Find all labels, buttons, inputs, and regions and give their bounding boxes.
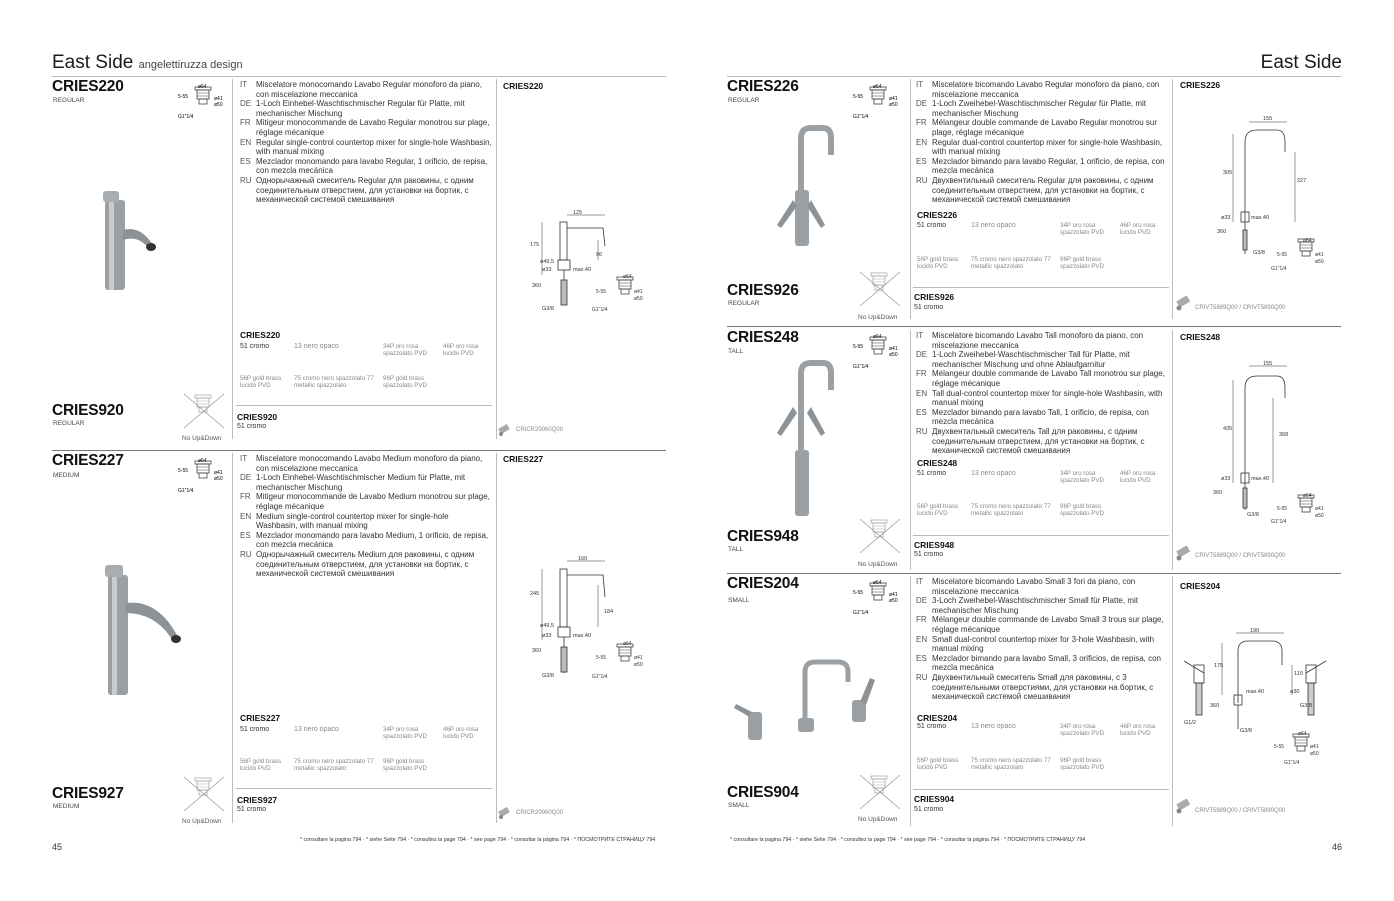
page-number-right: 46 xyxy=(1331,842,1342,852)
no-updown-label: No Up&Down xyxy=(858,314,898,321)
svg-text:G1"1/4: G1"1/4 xyxy=(592,674,608,680)
drawing-code: CRIES227 xyxy=(503,454,544,464)
finish-chrome: 51 cromo xyxy=(917,470,947,477)
svg-text:5-55: 5-55 xyxy=(853,344,864,350)
svg-text:155: 155 xyxy=(1263,361,1273,367)
alt-finish-code: CRIES948 xyxy=(914,540,955,550)
svg-text:ø41: ø41 xyxy=(634,289,643,295)
finish-gold-brass-brushed: 96P gold brass spazzolato PVD xyxy=(1060,256,1105,270)
svg-text:G3/8: G3/8 xyxy=(542,306,554,312)
description-list xyxy=(916,577,1168,702)
svg-text:5-55: 5-55 xyxy=(1277,506,1288,512)
svg-text:G3/8: G3/8 xyxy=(1253,250,1265,256)
finish-black-chrome: 75 cromo nero spazzolato 77 metallic spazzolato xyxy=(971,757,1051,771)
column-divider xyxy=(232,453,233,823)
desc-row-en: EN Tall dual-control countertop mixer for single-hole Washbasin, with manual mixing xyxy=(916,388,1163,408)
svg-text:ø41: ø41 xyxy=(1315,252,1324,258)
finish-rule xyxy=(913,287,1169,288)
finish-black-chrome: 75 cromo nero spazzolato 77 metallic spazzolato xyxy=(971,256,1051,270)
svg-text:190: 190 xyxy=(1250,628,1260,634)
svg-text:5-55: 5-55 xyxy=(1277,252,1288,258)
alt-finish-chrome: 51 cromo xyxy=(914,551,944,558)
finish-rose-gold-polished: 46P oro rosa lucido PVD xyxy=(1120,723,1156,737)
desc-row-en: EN Regular dual-control countertop mixer for single-hole Washbasin, with manual mixing xyxy=(916,137,1163,157)
finish-black-chrome: 75 cromo nero spazzolato 77 metallic spazzolato xyxy=(294,758,374,772)
finish-code: CRIES248 xyxy=(917,458,958,468)
desc-row-it: IT Miscelatore bicomando Lavabo Tall monoforo da piano, con miscelazione meccanica xyxy=(916,331,1144,350)
alt-product-code: CRIES926 xyxy=(727,282,799,299)
column-divider xyxy=(910,330,911,570)
svg-text:G1"1/4: G1"1/4 xyxy=(1271,519,1287,523)
svg-text:G1"1/4: G1"1/4 xyxy=(1271,266,1287,272)
no-updown-label: No Up&Down xyxy=(182,435,222,442)
faucet-image-3hole xyxy=(730,650,900,750)
svg-text:ø33: ø33 xyxy=(542,633,552,639)
column-divider xyxy=(910,576,911,826)
alt-finish-chrome: 51 cromo xyxy=(914,304,944,311)
left-page-title: East Side xyxy=(52,52,134,73)
no-updown-crossed-icon xyxy=(856,773,904,815)
finish-rose-gold-polished: 46P oro rosa lucido PVD xyxy=(443,726,479,740)
finish-chrome: 51 cromo xyxy=(240,726,270,733)
alt-product-subtitle: REGULAR xyxy=(53,420,85,427)
product-subtitle: MEDIUM xyxy=(53,472,80,479)
svg-text:ø41: ø41 xyxy=(1310,744,1319,750)
svg-text:ø64: ø64 xyxy=(873,580,882,586)
header-rule-left xyxy=(52,76,666,77)
desc-row-it: IT Miscelatore bicomando Lavabo Regular monoforo da piano, con miscelazione meccanica xyxy=(916,80,1160,99)
section-divider xyxy=(52,450,666,451)
svg-text:ø41: ø41 xyxy=(889,96,898,102)
finish-code: CRIES204 xyxy=(917,713,958,723)
desc-row-es: ES Mezclador bimando para lavabo Regular, 1 orificio, de repisa, con mezcla mecánica xyxy=(916,156,1165,176)
svg-text:ø64: ø64 xyxy=(623,274,632,280)
finish-black-chrome: 75 cromo nero spazzolato 77 metallic spazzolato xyxy=(294,375,374,389)
technical-drawing xyxy=(528,555,658,685)
finish-code: CRIES226 xyxy=(917,210,958,220)
finish-rose-gold-brushed: 34P oro rosa spazzolato PVD xyxy=(383,343,428,357)
right-page-title: East Side xyxy=(1260,52,1342,73)
drain-symbol-icon xyxy=(178,458,228,498)
alt-finish-chrome: 51 cromo xyxy=(237,806,267,813)
part-code: CRIVT5889Q00 / CRIVT5890Q00 xyxy=(1195,305,1286,311)
svg-text:5-55: 5-55 xyxy=(178,468,189,474)
alt-product-code: CRIES920 xyxy=(52,402,124,419)
desc-row-fr: FR Mitigeur monocommande de Lavabo Medium monotrou sur plage, réglage mécanique xyxy=(240,492,490,511)
drawing-code: CRIES220 xyxy=(503,81,544,91)
desc-row-de: DE 1-Loch Einhebel-Waschtischmischer Medium für Platte, mit mechanischer Mischung xyxy=(240,473,466,492)
svg-text:G1"1/4: G1"1/4 xyxy=(853,364,869,370)
product-code: CRIES226 xyxy=(727,78,799,95)
svg-text:ø50: ø50 xyxy=(634,296,643,302)
svg-text:ø64: ø64 xyxy=(1303,238,1312,244)
product-subtitle: SMALL xyxy=(728,597,750,604)
description-list xyxy=(916,80,1168,205)
alt-finish-code: CRIES927 xyxy=(237,795,278,805)
svg-text:G1/2: G1/2 xyxy=(1184,720,1196,726)
svg-text:ø50: ø50 xyxy=(1315,513,1324,519)
no-updown-label: No Up&Down xyxy=(182,818,222,825)
drain-symbol-icon xyxy=(178,84,228,124)
product-code: CRIES227 xyxy=(52,452,124,469)
desc-row-es: ES Mezclador monomando para lavabo Medium, 1 orificio, de repisa, con mezcla mecánica xyxy=(240,530,489,550)
drawing-code: CRIES226 xyxy=(1180,80,1221,90)
product-code: CRIES204 xyxy=(727,575,799,592)
finish-rose-gold-brushed: 34P oro rosa spazzolato PVD xyxy=(1060,723,1105,737)
faucet-image-dual-regular xyxy=(765,120,845,250)
description-list xyxy=(240,80,495,205)
no-updown-crossed-icon xyxy=(180,775,228,817)
finish-rose-gold-brushed: 34P oro rosa spazzolato PVD xyxy=(383,726,428,740)
alt-product-code: CRIES927 xyxy=(52,785,124,802)
svg-text:175: 175 xyxy=(530,242,540,248)
alt-finish-code: CRIES920 xyxy=(237,412,278,422)
finish-gold-brass-polished: 56P gold brass lucido PVD xyxy=(240,758,282,772)
svg-text:max.40: max.40 xyxy=(1246,689,1265,695)
no-updown-crossed-icon xyxy=(856,270,904,312)
svg-text:ø33: ø33 xyxy=(1221,215,1231,221)
product-code: CRIES248 xyxy=(727,329,799,346)
svg-text:5-55: 5-55 xyxy=(1274,744,1285,750)
desc-row-it: IT Miscelatore monocomando Lavabo Medium monoforo da piano, con miscelazione meccanica xyxy=(240,454,483,473)
finish-matt-black: 13 nero opaco xyxy=(971,222,1016,229)
technical-drawing xyxy=(528,210,658,320)
svg-text:ø41: ø41 xyxy=(889,346,898,352)
part-code: CRIVT5889Q00 / CRIVT5890Q00 xyxy=(1195,553,1286,559)
svg-text:ø41: ø41 xyxy=(1315,506,1324,512)
finish-matt-black: 13 nero opaco xyxy=(294,726,339,733)
column-divider xyxy=(1172,79,1173,319)
desc-row-fr: FR Mélangeur double commande de Lavabo Small 3 trous sur plage, réglage mécanique xyxy=(916,615,1164,634)
svg-text:5-55: 5-55 xyxy=(853,590,864,596)
svg-text:ø49,5: ø49,5 xyxy=(540,623,555,629)
svg-text:ø64: ø64 xyxy=(198,84,207,90)
svg-text:110: 110 xyxy=(1294,671,1303,677)
finish-rose-gold-brushed: 34P oro rosa spazzolato PVD xyxy=(1060,222,1105,236)
svg-text:max.40: max.40 xyxy=(573,633,592,639)
no-updown-label: No Up&Down xyxy=(858,816,898,823)
technical-drawing xyxy=(1180,625,1335,770)
desc-row-ru: RU Двухвентильный смеситель Regular для раковины, с одним соединительным отверстием, для установки на бортик, с механической системой смешивания xyxy=(916,175,1154,205)
finish-gold-brass-polished: 56P gold brass lucido PVD xyxy=(240,375,282,389)
svg-text:ø50: ø50 xyxy=(1315,259,1324,265)
alt-product-code: CRIES948 xyxy=(727,528,799,545)
svg-text:ø50: ø50 xyxy=(214,476,223,482)
part-code: CRICR20060Q00 xyxy=(516,427,564,433)
finish-gold-brass-brushed: 96P gold brass spazzolato PVD xyxy=(383,758,428,772)
svg-text:ø50: ø50 xyxy=(889,352,898,358)
svg-text:ø41: ø41 xyxy=(889,592,898,598)
alt-product-subtitle: TALL xyxy=(728,546,744,553)
svg-text:96: 96 xyxy=(596,252,603,258)
svg-text:ø50: ø50 xyxy=(889,598,898,604)
desc-row-fr: FR Mélangeur double commande de Lavabo Regular monotrou sur plage, réglage mécanique xyxy=(916,118,1158,137)
column-divider xyxy=(1172,330,1173,570)
finish-matt-black: 13 nero opaco xyxy=(971,723,1016,730)
column-divider xyxy=(1172,576,1173,826)
alt-product-code: CRIES904 xyxy=(727,784,799,801)
svg-text:max.40: max.40 xyxy=(573,267,592,273)
product-subtitle: TALL xyxy=(728,348,744,355)
desc-row-de: DE 1-Loch Zweihebel-Waschtischmischer Tall für Platte, mit mechanischer Mischung und ohne Ablaufgarnitur xyxy=(916,350,1130,369)
desc-row-de: DE 3-Loch Zweihebel-Waschtischmischer Small für Platte, mit mechanischer Mischung xyxy=(916,596,1138,615)
desc-row-es: ES Mezclador monomando para lavabo Regular, 1 orificio, de repisa, con mezcla mecánica xyxy=(240,156,488,176)
drain-symbol-icon xyxy=(853,580,903,620)
product-subtitle: REGULAR xyxy=(53,97,85,104)
finish-gold-brass-brushed: 96P gold brass spazzolato PVD xyxy=(1060,757,1105,771)
technical-drawing xyxy=(1205,358,1335,523)
svg-text:ø30: ø30 xyxy=(1290,689,1300,695)
desc-row-de: DE 1-Loch Zweihebel-Waschtischmischer Regular für Platte, mit mechanischer Mischung xyxy=(916,99,1147,118)
svg-text:184: 184 xyxy=(604,609,614,615)
finish-rule xyxy=(913,535,1169,536)
finish-rose-gold-polished: 46P oro rosa lucido PVD xyxy=(1120,470,1156,484)
svg-text:G1"1/4: G1"1/4 xyxy=(1284,760,1300,766)
svg-text:360: 360 xyxy=(532,283,542,289)
desc-row-en: EN Medium single-control countertop mixer for single-hole Washbasin, with manual mixing xyxy=(240,511,449,531)
alt-product-subtitle: REGULAR xyxy=(728,300,760,307)
alt-finish-code: CRIES904 xyxy=(914,794,955,804)
desc-row-es: ES Mezclador bimando para lavabo Tall, 1 orificio, de repisa, con mezcla mecánica xyxy=(916,407,1149,427)
drawing-code: CRIES248 xyxy=(1180,332,1221,342)
technical-drawing xyxy=(1205,112,1335,272)
part-code: CRIVT5889Q00 / CRIVT5890Q00 xyxy=(1195,808,1286,814)
svg-text:5-55: 5-55 xyxy=(596,289,607,295)
faucet-image-medium xyxy=(98,555,183,700)
no-updown-label: No Up&Down xyxy=(858,561,898,568)
svg-text:5-55: 5-55 xyxy=(853,94,864,100)
alt-finish-chrome: 51 cromo xyxy=(237,423,267,430)
svg-text:155: 155 xyxy=(1263,116,1273,122)
svg-text:max.40: max.40 xyxy=(1251,476,1270,482)
description-list xyxy=(240,454,492,579)
faucet-image-dual-tall xyxy=(765,355,845,520)
column-divider xyxy=(496,79,497,439)
column-divider xyxy=(232,79,233,439)
svg-text:G3/8: G3/8 xyxy=(542,673,554,679)
drain-symbol-icon xyxy=(853,84,903,124)
cartridge-icon xyxy=(497,424,513,438)
alt-product-subtitle: MEDIUM xyxy=(53,803,80,810)
svg-text:360: 360 xyxy=(1210,703,1220,709)
svg-text:5-55: 5-55 xyxy=(178,94,189,100)
desc-row-en: EN Small dual-control countertop mixer for 3-hole Washbasin, with manual mixing xyxy=(916,634,1155,654)
svg-text:ø41: ø41 xyxy=(214,96,223,102)
finish-code: CRIES227 xyxy=(240,713,281,723)
desc-row-es: ES Mezclador bimando para lavabo Small, 3 orificios, de repisa, con mezcla mecánica xyxy=(916,653,1162,673)
column-divider xyxy=(910,79,911,319)
finish-matt-black: 13 nero opaco xyxy=(971,470,1016,477)
desc-row-it: IT Miscelatore bicomando Lavabo Small 3 fori da piano, con miscelazione meccanica xyxy=(916,577,1136,596)
finish-black-chrome: 75 cromo nero spazzolato 77 metallic spazzolato xyxy=(971,503,1051,517)
svg-text:ø64: ø64 xyxy=(623,641,632,647)
svg-text:435: 435 xyxy=(1223,426,1233,432)
svg-text:245: 245 xyxy=(530,591,540,597)
svg-text:360: 360 xyxy=(532,648,542,654)
desc-row-fr: FR Mélangeur double commande de Lavabo Tall monotrou sur plage, réglage mécanique xyxy=(916,369,1165,388)
svg-text:305: 305 xyxy=(1223,170,1233,176)
finish-chrome: 51 cromo xyxy=(240,343,270,350)
left-header xyxy=(52,52,243,74)
svg-text:ø64: ø64 xyxy=(1303,493,1312,499)
alt-finish-code: CRIES926 xyxy=(914,292,955,302)
svg-text:ø50: ø50 xyxy=(634,662,643,668)
product-code: CRIES220 xyxy=(52,78,124,95)
description-list xyxy=(916,331,1168,456)
alt-product-subtitle: SMALL xyxy=(728,802,750,809)
svg-text:227: 227 xyxy=(1297,178,1307,184)
svg-text:ø64: ø64 xyxy=(1298,731,1307,737)
svg-text:ø41: ø41 xyxy=(634,655,643,661)
svg-text:ø50: ø50 xyxy=(214,102,223,108)
svg-text:G1"1/4: G1"1/4 xyxy=(178,114,194,120)
svg-text:G1"1/4: G1"1/4 xyxy=(853,114,869,120)
svg-text:ø64: ø64 xyxy=(873,334,882,340)
finish-code: CRIES220 xyxy=(240,330,281,340)
svg-text:G1"1/4: G1"1/4 xyxy=(853,610,869,616)
finish-gold-brass-brushed: 96P gold brass spazzolato PVD xyxy=(1060,503,1105,517)
finish-rose-gold-polished: 46P oro rosa lucido PVD xyxy=(1120,222,1156,236)
section-divider xyxy=(727,326,1341,327)
svg-text:max.40: max.40 xyxy=(1251,215,1270,221)
svg-text:ø41: ø41 xyxy=(214,470,223,476)
desc-row-en: EN Regular single-control countertop mixer for single-hole Washbasin, with manual mixing xyxy=(240,137,492,157)
alt-finish-chrome: 51 cromo xyxy=(914,806,944,813)
desc-row-ru: RU Двухвентильный смеситель Small для раковины, с 3 соединительными отверстиями, для установки на бортик, с механической системой смешивания xyxy=(916,672,1154,702)
finish-rule xyxy=(236,405,492,406)
svg-text:360: 360 xyxy=(1213,490,1223,496)
svg-text:368: 368 xyxy=(1279,432,1289,438)
drawing-code: CRIES204 xyxy=(1180,581,1221,591)
desc-row-ru: RU Однорычажный смеситель Medium для раковины, с одним соединительным отверстием, для установки на бортик, с механической системой смешивания xyxy=(240,549,475,579)
svg-text:ø49,5: ø49,5 xyxy=(540,259,555,265)
svg-text:ø64: ø64 xyxy=(198,458,207,464)
svg-text:G3/8: G3/8 xyxy=(1247,512,1259,518)
finish-rule xyxy=(236,788,492,789)
section-divider xyxy=(727,573,1341,574)
svg-text:ø50: ø50 xyxy=(1310,751,1319,757)
cartridge-icon xyxy=(1174,296,1192,312)
designer-name: angelettiruzza design xyxy=(138,59,243,71)
header-rule-right xyxy=(727,76,1341,77)
finish-rose-gold-polished: 46P oro rosa lucido PVD xyxy=(443,343,479,357)
drain-symbol-icon xyxy=(853,334,903,374)
svg-text:160: 160 xyxy=(578,556,588,562)
svg-text:G1"1/4: G1"1/4 xyxy=(178,488,194,494)
finish-gold-brass-polished: 56P gold brass lucido PVD xyxy=(917,503,959,517)
cartridge-icon xyxy=(1174,799,1192,815)
cartridge-icon xyxy=(497,807,513,821)
finish-gold-brass-brushed: 96P gold brass spazzolato PVD xyxy=(383,375,428,389)
footnote-right: * consultare la pagina 794 · * siehe Seite 794 · * consultez la page 794 · * see page 794 · * consultar la página 794 · * ПОСМОТРИТЕ СТРАНИЦУ 794 xyxy=(730,837,1086,843)
desc-row-fr: FR Mitigeur monocommande de Lavabo Regular monotrou sur plage, réglage mécanique xyxy=(240,118,490,137)
svg-text:ø64: ø64 xyxy=(873,84,882,90)
finish-rule xyxy=(913,789,1169,790)
svg-text:125: 125 xyxy=(573,210,583,216)
desc-row-de: DE 1-Loch Einhebel-Waschtischmischer Regular für Platte, mit mechanischer Mischung xyxy=(240,99,465,118)
no-updown-crossed-icon xyxy=(180,392,228,434)
desc-row-ru: RU Двухвентильный смеситель Tall для раковины, с одним соединительным отверстием, для установки на бортик, с механической системой смешивания xyxy=(916,426,1145,456)
svg-text:G3/8: G3/8 xyxy=(1240,728,1252,734)
finish-chrome: 51 cromo xyxy=(917,723,947,730)
page-number-left: 45 xyxy=(52,842,63,852)
desc-row-it: IT Miscelatore monocomando Lavabo Regular monoforo da piano, con miscelazione meccanica xyxy=(240,80,482,99)
svg-text:ø50: ø50 xyxy=(889,102,898,108)
finish-gold-brass-polished: 56P gold brass lucido PVD xyxy=(917,757,959,771)
finish-rose-gold-brushed: 34P oro rosa spazzolato PVD xyxy=(1060,470,1105,484)
no-updown-crossed-icon xyxy=(856,517,904,559)
svg-text:G1"1/4: G1"1/4 xyxy=(592,307,608,313)
svg-text:ø33: ø33 xyxy=(1221,476,1231,482)
svg-text:G3/8: G3/8 xyxy=(1300,703,1312,709)
cartridge-icon xyxy=(1174,546,1192,562)
finish-gold-brass-polished: 56P gold brass lucido PVD xyxy=(917,256,959,270)
desc-row-ru: RU Однорычажный смеситель Regular для раковины, с одним соединительным отверстием, для установки на бортик, с механической системой смешивания xyxy=(240,175,474,205)
product-subtitle: REGULAR xyxy=(728,97,760,104)
finish-chrome: 51 cromo xyxy=(917,222,947,229)
column-divider xyxy=(496,453,497,823)
svg-text:5-55: 5-55 xyxy=(596,655,607,661)
svg-text:175: 175 xyxy=(1214,663,1224,669)
part-code: CRICR20060Q00 xyxy=(516,810,564,816)
faucet-image-regular xyxy=(95,185,165,295)
svg-text:ø33: ø33 xyxy=(542,267,552,273)
svg-text:360: 360 xyxy=(1217,229,1227,235)
footnote-left: * consultare la pagina 794 · * siehe Seite 794 · * consultez la page 794 · * see page 794 · * consultar la página 794 · * ПОСМОТРИТЕ СТРАНИЦУ 794 xyxy=(300,837,656,843)
finish-matt-black: 13 nero opaco xyxy=(294,343,339,350)
